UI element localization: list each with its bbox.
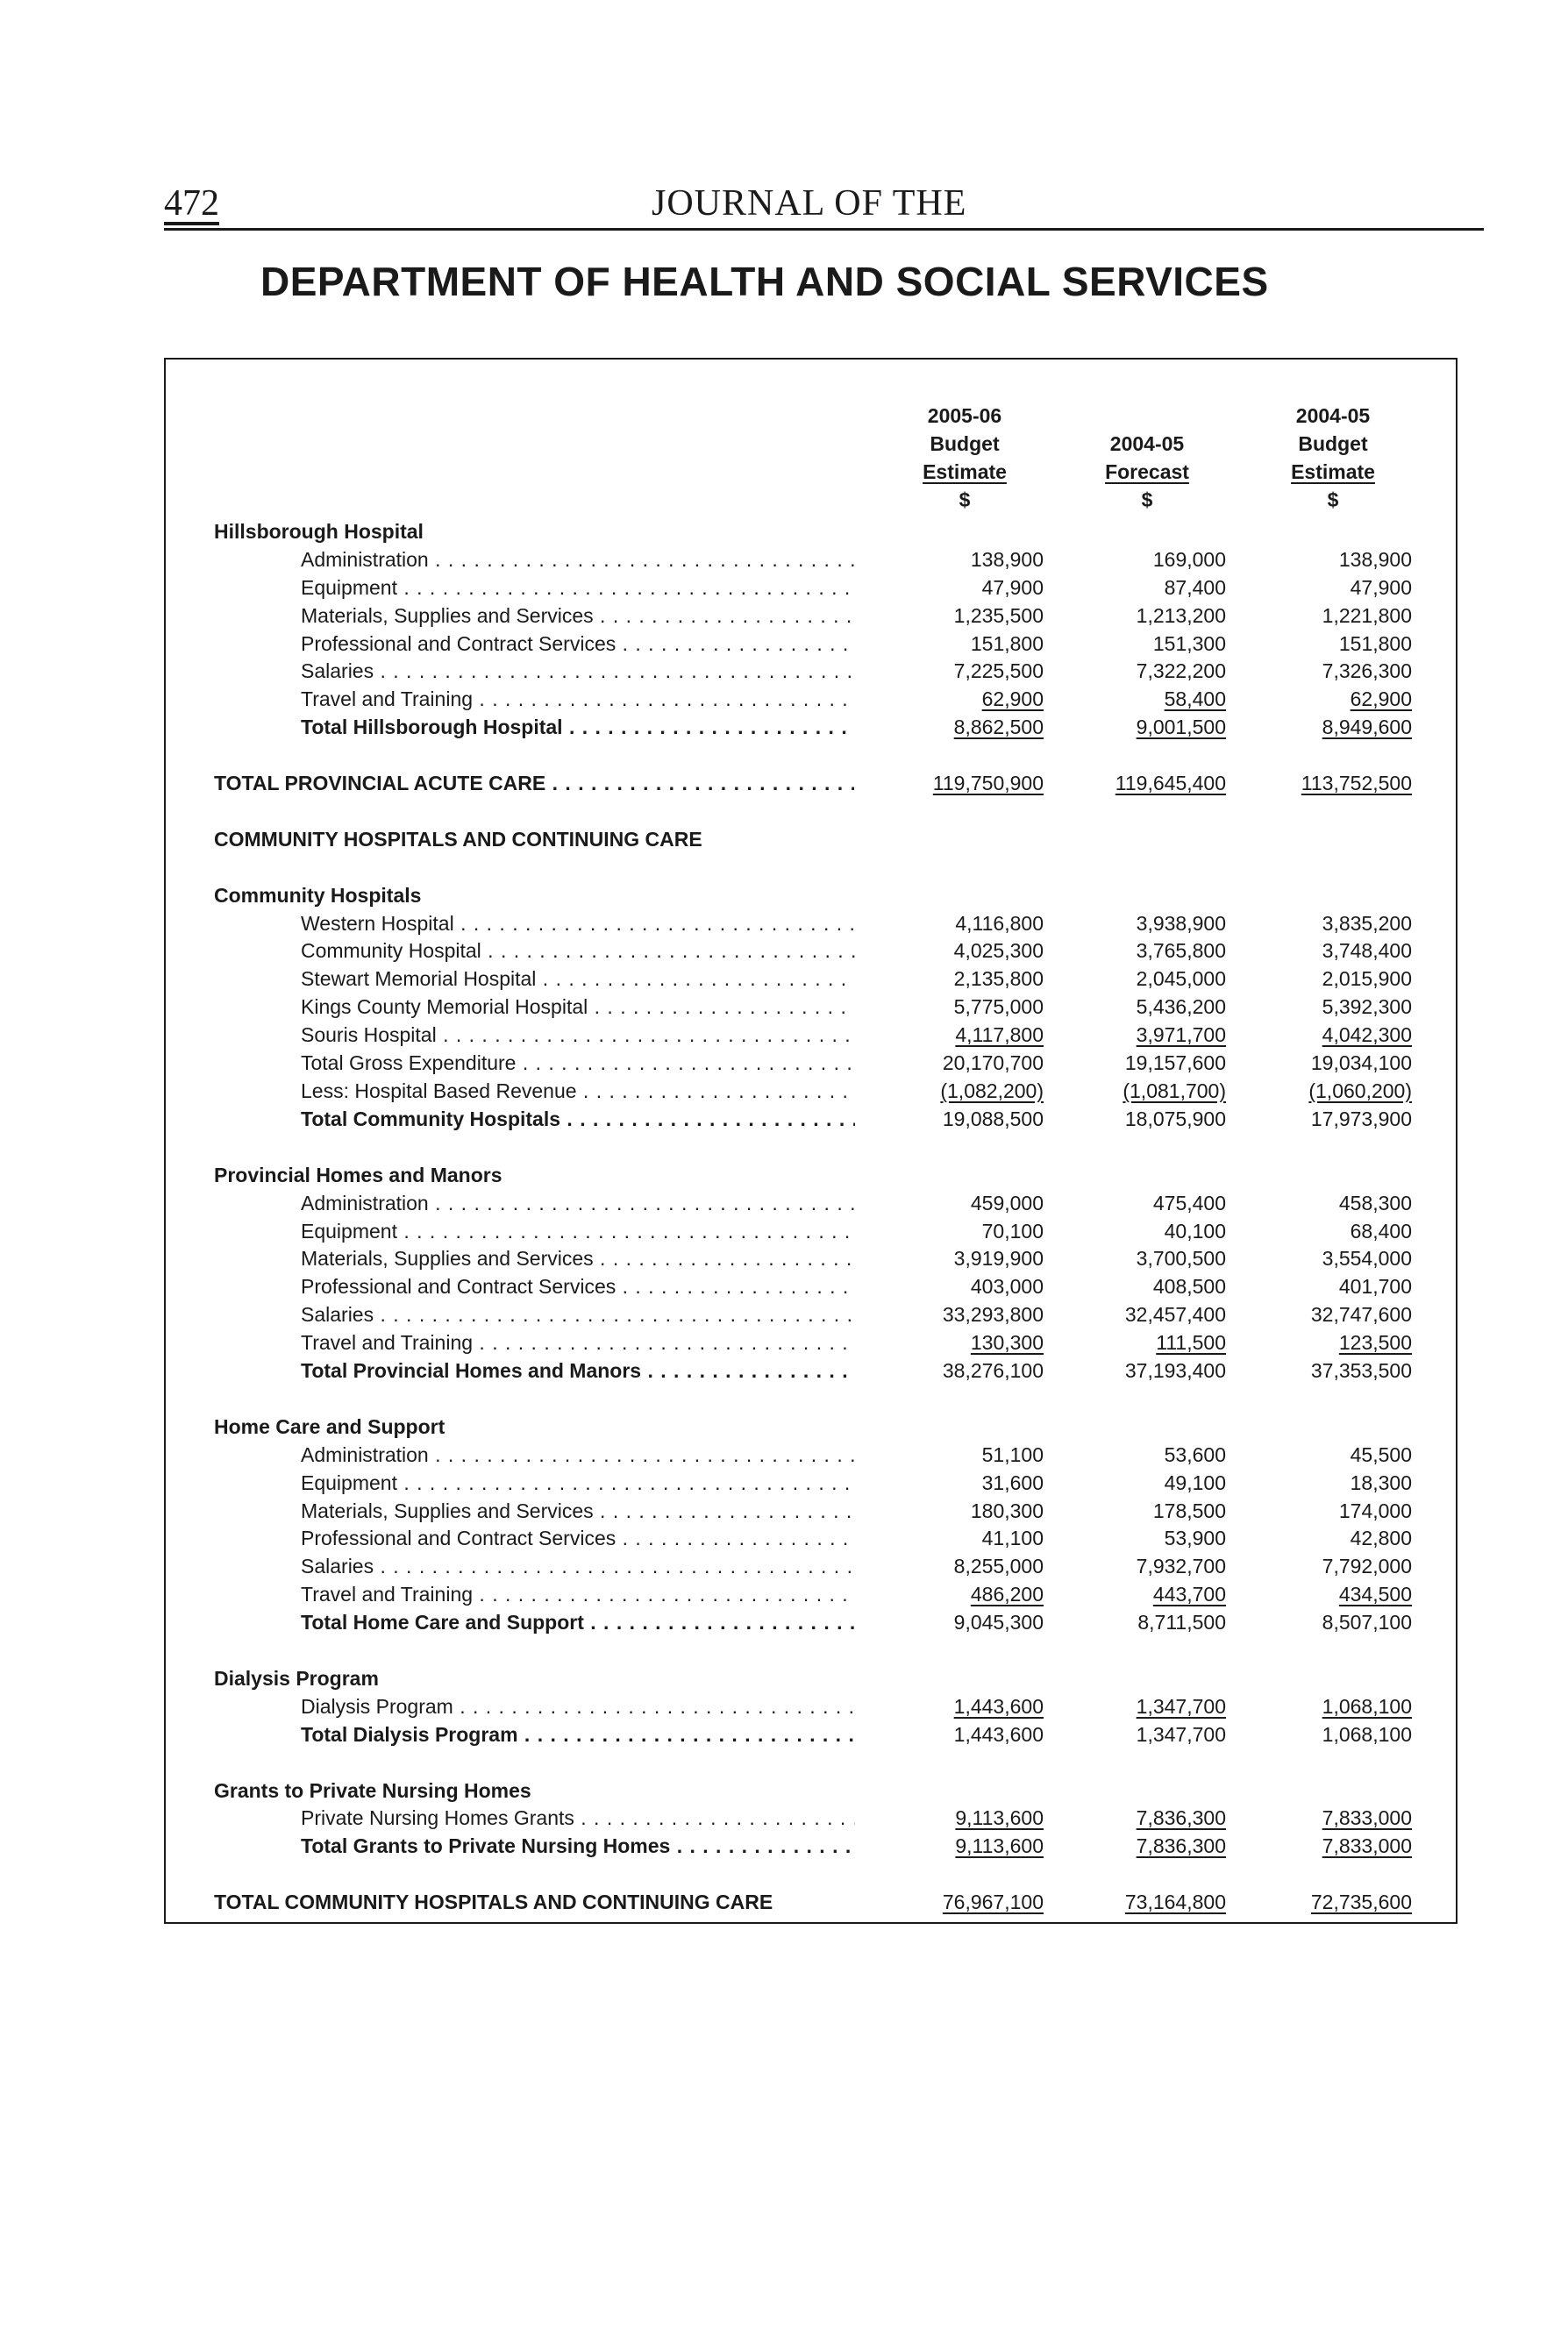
grand-total-row: [0, 769, 1568, 797]
amount-cell: 178,500: [1152, 1499, 1226, 1522]
amount-cell: 33,293,800: [942, 1303, 1044, 1326]
amount-cell: 19,034,100: [1310, 1051, 1412, 1074]
amount-cell: 31,600: [981, 1471, 1044, 1494]
amount-cell: 53,600: [1164, 1443, 1226, 1466]
journal-title: JOURNAL OF THE: [652, 183, 967, 224]
amount-cell: 32,457,400: [1124, 1303, 1226, 1326]
amount-cell: 3,938,900: [1136, 912, 1226, 935]
amount-cell: 119,750,900: [932, 772, 1044, 794]
amount-cell: 4,116,800: [955, 912, 1044, 935]
amount-cell: 2,045,000: [1136, 967, 1226, 990]
section-heading: [0, 517, 1568, 545]
amount-cell: 123,500: [1338, 1331, 1412, 1354]
row-label: Total Community Hospitals . . .: [301, 1105, 855, 1133]
amount-cell: 40,100: [1164, 1220, 1226, 1243]
amount-cell: 174,000: [1338, 1499, 1412, 1522]
amount-cell: 45,500: [1350, 1443, 1412, 1466]
row-label: Administration . . .: [301, 1441, 855, 1469]
amount-cell: 9,001,500: [1136, 716, 1226, 738]
amount-cell: 7,836,300: [1136, 1806, 1226, 1829]
amount-cell: 1,213,200: [1136, 604, 1226, 627]
amount-cell: 1,347,700: [1136, 1695, 1226, 1718]
amount-cell: 87,400: [1164, 576, 1226, 599]
amount-cell: 1,221,800: [1322, 604, 1412, 627]
row-label: Equipment . . .: [301, 573, 855, 602]
table-row: [0, 1217, 1568, 1245]
row-label: Salaries . . .: [301, 657, 855, 685]
row-label: Kings County Memorial Hospital . . .: [301, 993, 855, 1021]
amount-cell: 2,015,900: [1322, 967, 1412, 990]
table-row: [0, 965, 1568, 993]
column-header-line: Estimate: [1291, 460, 1375, 483]
amount-cell: 19,088,500: [942, 1107, 1044, 1130]
amount-cell: 3,700,500: [1136, 1247, 1226, 1270]
amount-cell: 113,752,500: [1301, 772, 1412, 794]
row-label: Less: Hospital Based Revenue . . .: [301, 1077, 855, 1105]
table-row: [0, 1049, 1568, 1077]
row-label: Travel and Training . . .: [301, 685, 855, 713]
row-label: Total Grants to Private Nursing Homes . . .: [301, 1832, 855, 1860]
amount-cell: 20,170,700: [942, 1051, 1044, 1074]
amount-cell: 76,967,100: [942, 1891, 1044, 1913]
table-row: [0, 685, 1568, 713]
amount-cell: 17,973,900: [1310, 1107, 1412, 1130]
row-label: Private Nursing Homes Grants . . .: [301, 1804, 855, 1832]
table-row: [0, 909, 1568, 937]
table-row: [0, 1804, 1568, 1832]
amount-cell: 9,113,600: [955, 1834, 1044, 1857]
row-label: Grants to Private Nursing Homes: [214, 1779, 531, 1802]
table-row: [0, 1077, 1568, 1105]
row-label: Professional and Contract Services . . .: [301, 1272, 855, 1300]
amount-cell: 37,353,500: [1310, 1359, 1412, 1382]
amount-cell: 1,443,600: [953, 1723, 1044, 1746]
table-row: [0, 1497, 1568, 1525]
amount-cell: 3,765,800: [1136, 939, 1226, 962]
amount-cell: 19,157,600: [1124, 1051, 1226, 1074]
amount-cell: 138,900: [1338, 548, 1412, 571]
amount-cell: 62,900: [981, 687, 1044, 710]
amount-cell: 7,932,700: [1136, 1555, 1226, 1578]
total-row: [0, 1105, 1568, 1133]
column-header-line: Estimate: [923, 460, 1007, 483]
amount-cell: 58,400: [1164, 687, 1226, 710]
amount-cell: 3,835,200: [1322, 912, 1412, 935]
department-title: DEPARTMENT OF HEALTH AND SOCIAL SERVICES: [260, 259, 1269, 304]
section-heading: [0, 1777, 1568, 1805]
row-label: TOTAL COMMUNITY HOSPITALS AND CONTINUING CARE: [214, 1891, 773, 1913]
amount-cell: 7,833,000: [1322, 1806, 1412, 1829]
amount-cell: (1,081,700): [1123, 1079, 1226, 1102]
row-label: Community Hospitals: [214, 884, 422, 907]
row-label: Home Care and Support: [214, 1415, 445, 1438]
amount-cell: 7,792,000: [1322, 1555, 1412, 1578]
amount-cell: 151,800: [970, 632, 1044, 655]
row-label: Community Hospital . . .: [301, 937, 855, 965]
column-header-currency: $: [1327, 488, 1339, 511]
row-label: Salaries . . .: [301, 1300, 855, 1328]
row-label: Professional and Contract Services . . .: [301, 1524, 855, 1552]
amount-cell: 1,347,700: [1136, 1723, 1226, 1746]
table-row: [0, 937, 1568, 965]
section-heading: [0, 1413, 1568, 1441]
amount-cell: 18,300: [1350, 1471, 1412, 1494]
amount-cell: 9,045,300: [953, 1611, 1044, 1634]
row-label: Souris Hospital . . .: [301, 1021, 855, 1049]
amount-cell: (1,060,200): [1308, 1079, 1412, 1102]
column-header-line: Forecast: [1105, 460, 1189, 483]
total-row: [0, 1832, 1568, 1860]
amount-cell: 3,748,400: [1322, 939, 1412, 962]
column-header-line: Budget: [930, 432, 1000, 455]
row-label: Administration . . .: [301, 1189, 855, 1217]
amount-cell: 401,700: [1338, 1275, 1412, 1298]
table-row: [0, 1580, 1568, 1608]
amount-cell: 7,322,200: [1136, 659, 1226, 682]
grand-total-row: [0, 1888, 1568, 1916]
amount-cell: 42,800: [1350, 1527, 1412, 1549]
row-label: Travel and Training . . .: [301, 1328, 855, 1357]
amount-cell: 111,500: [1156, 1331, 1226, 1354]
amount-cell: 486,200: [970, 1583, 1044, 1606]
table-row: [0, 993, 1568, 1021]
table-row: [0, 1469, 1568, 1497]
row-label: Total Gross Expenditure . . .: [301, 1049, 855, 1077]
amount-cell: 51,100: [981, 1443, 1044, 1466]
section-heading: [0, 825, 1568, 853]
table-row: [0, 1328, 1568, 1357]
row-label: Materials, Supplies and Services . . .: [301, 1497, 855, 1525]
amount-cell: 408,500: [1152, 1275, 1226, 1298]
total-row: [0, 1720, 1568, 1748]
amount-cell: 1,068,100: [1322, 1723, 1412, 1746]
table-row: [0, 1244, 1568, 1272]
row-label: Provincial Homes and Manors: [214, 1164, 502, 1186]
amount-cell: (1,082,200): [940, 1079, 1044, 1102]
total-row: [0, 1357, 1568, 1385]
amount-cell: 180,300: [970, 1499, 1044, 1522]
section-heading: [0, 1161, 1568, 1189]
row-label: Dialysis Program . . .: [301, 1692, 855, 1720]
amount-cell: 403,000: [970, 1275, 1044, 1298]
section-heading: [0, 1664, 1568, 1692]
row-label: Materials, Supplies and Services . . .: [301, 602, 855, 630]
amount-cell: 130,300: [970, 1331, 1044, 1354]
amount-cell: 7,836,300: [1136, 1834, 1226, 1857]
column-header-line: Budget: [1298, 432, 1368, 455]
amount-cell: 458,300: [1338, 1192, 1412, 1214]
amount-cell: 2,135,800: [953, 967, 1044, 990]
amount-cell: 68,400: [1350, 1220, 1412, 1243]
table-row: [0, 602, 1568, 630]
table-row: [0, 1552, 1568, 1580]
column-header-line: 2004-05: [1295, 404, 1371, 427]
amount-cell: 434,500: [1338, 1583, 1412, 1606]
row-label: Total Home Care and Support . . .: [301, 1608, 855, 1636]
row-label: Materials, Supplies and Services . . .: [301, 1244, 855, 1272]
row-label: Administration . . .: [301, 545, 855, 573]
amount-cell: 41,100: [981, 1527, 1044, 1549]
amount-cell: 459,000: [970, 1192, 1044, 1214]
amount-cell: 37,193,400: [1124, 1359, 1226, 1382]
amount-cell: 475,400: [1152, 1192, 1226, 1214]
amount-cell: 151,800: [1338, 632, 1412, 655]
row-label: Dialysis Program: [214, 1667, 379, 1690]
table-row: [0, 573, 1568, 602]
amount-cell: 138,900: [970, 548, 1044, 571]
amount-cell: 62,900: [1350, 687, 1412, 710]
row-label: Total Dialysis Program . . .: [301, 1720, 855, 1748]
row-label: Total Provincial Homes and Manors . . .: [301, 1357, 855, 1385]
amount-cell: 8,255,000: [953, 1555, 1044, 1578]
row-label: COMMUNITY HOSPITALS AND CONTINUING CARE: [214, 828, 702, 851]
row-label: Total Hillsborough Hospital . . .: [301, 713, 855, 741]
amount-cell: 3,554,000: [1322, 1247, 1412, 1270]
row-label: TOTAL PROVINCIAL ACUTE CARE . . .: [214, 769, 854, 797]
column-header-line: 2005-06: [927, 404, 1002, 427]
amount-cell: 72,735,600: [1310, 1891, 1412, 1913]
row-label: Stewart Memorial Hospital . . .: [301, 965, 855, 993]
row-label: Salaries . . .: [301, 1552, 855, 1580]
row-label: Western Hospital . . .: [301, 909, 855, 937]
row-label: Travel and Training . . .: [301, 1580, 855, 1608]
amount-cell: 4,025,300: [953, 939, 1044, 962]
amount-cell: 8,949,600: [1322, 716, 1412, 738]
table-row: [0, 545, 1568, 573]
amount-cell: 8,711,500: [1137, 1611, 1226, 1634]
total-row: [0, 1608, 1568, 1636]
amount-cell: 151,300: [1152, 632, 1226, 655]
table-row: [0, 1300, 1568, 1328]
amount-cell: 5,775,000: [953, 995, 1044, 1018]
amount-cell: 119,645,400: [1115, 772, 1226, 794]
table-row: [0, 1441, 1568, 1469]
amount-cell: 32,747,600: [1310, 1303, 1412, 1326]
table-row: [0, 1021, 1568, 1049]
amount-cell: 8,507,100: [1322, 1611, 1412, 1634]
amount-cell: 38,276,100: [942, 1359, 1044, 1382]
amount-cell: 9,113,600: [955, 1806, 1044, 1829]
amount-cell: 49,100: [1164, 1471, 1226, 1494]
amount-cell: 1,235,500: [953, 604, 1044, 627]
table-row: [0, 1692, 1568, 1720]
table-row: [0, 1189, 1568, 1217]
amount-cell: 53,900: [1164, 1527, 1226, 1549]
row-label: Hillsborough Hospital: [214, 520, 424, 543]
amount-cell: 1,068,100: [1322, 1695, 1412, 1718]
amount-cell: 443,700: [1152, 1583, 1226, 1606]
table-row: [0, 1272, 1568, 1300]
amount-cell: 169,000: [1152, 548, 1226, 571]
amount-cell: 73,164,800: [1124, 1891, 1226, 1913]
amount-cell: 47,900: [981, 576, 1044, 599]
amount-cell: 5,392,300: [1322, 995, 1412, 1018]
section-heading: [0, 881, 1568, 909]
amount-cell: 7,833,000: [1322, 1834, 1412, 1857]
amount-cell: 7,225,500: [953, 659, 1044, 682]
column-header-currency: $: [959, 488, 971, 511]
row-label: Professional and Contract Services . . .: [301, 630, 855, 658]
amount-cell: 3,919,900: [953, 1247, 1044, 1270]
table-row: [0, 1524, 1568, 1552]
table-row: [0, 657, 1568, 685]
amount-cell: 18,075,900: [1124, 1107, 1226, 1130]
amount-cell: 70,100: [981, 1220, 1044, 1243]
column-header-currency: $: [1141, 488, 1153, 511]
amount-cell: 3,971,700: [1136, 1023, 1226, 1046]
amount-cell: 47,900: [1350, 576, 1412, 599]
column-header-line: 2004-05: [1109, 432, 1185, 455]
amount-cell: 5,436,200: [1136, 995, 1226, 1018]
row-label: Equipment . . .: [301, 1217, 855, 1245]
amount-cell: 1,443,600: [953, 1695, 1044, 1718]
amount-cell: 4,117,800: [955, 1023, 1044, 1046]
row-label: Equipment . . .: [301, 1469, 855, 1497]
amount-cell: 7,326,300: [1322, 659, 1412, 682]
amount-cell: 4,042,300: [1322, 1023, 1412, 1046]
amount-cell: 8,862,500: [953, 716, 1044, 738]
total-row: [0, 713, 1568, 741]
table-row: [0, 630, 1568, 658]
page-number: 472: [164, 183, 219, 224]
